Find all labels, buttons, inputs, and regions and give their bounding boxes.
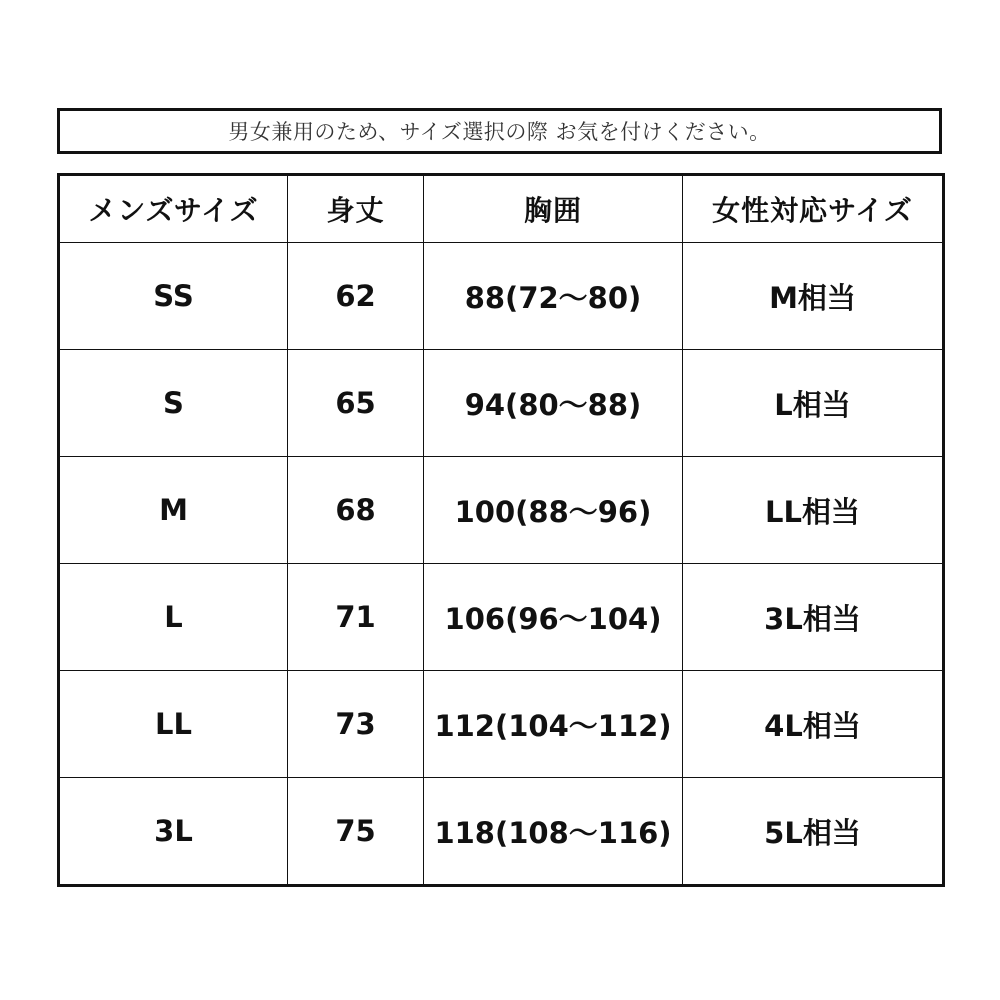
header-chest: 胸囲 (424, 175, 683, 243)
cell-mens-size: LL (59, 671, 288, 778)
cell-chest: 94(80〜88) (424, 350, 683, 457)
size-chart-table (57, 173, 945, 887)
table-row (59, 457, 944, 564)
cell-mens-size: 3L (59, 778, 288, 886)
cell-chest: 106(96〜104) (424, 564, 683, 671)
cell-body-length: 68 (288, 457, 424, 564)
table-header-row (59, 175, 944, 243)
table-row (59, 350, 944, 457)
cell-body-length: 71 (288, 564, 424, 671)
cell-chest: 118(108〜116) (424, 778, 683, 886)
cell-womens-size: 5L相当 (683, 778, 944, 886)
cell-mens-size: S (59, 350, 288, 457)
cell-chest: 112(104〜112) (424, 671, 683, 778)
cell-chest: 88(72〜80) (424, 243, 683, 350)
cell-womens-size: L相当 (683, 350, 944, 457)
header-mens-size: メンズサイズ (59, 175, 288, 243)
table-row (59, 243, 944, 350)
cell-womens-size: LL相当 (683, 457, 944, 564)
cell-womens-size: 3L相当 (683, 564, 944, 671)
cell-mens-size: L (59, 564, 288, 671)
cell-body-length: 65 (288, 350, 424, 457)
header-womens-size: 女性対応サイズ (683, 175, 944, 243)
table-row (59, 671, 944, 778)
cell-mens-size: M (59, 457, 288, 564)
cell-body-length: 73 (288, 671, 424, 778)
cell-body-length: 75 (288, 778, 424, 886)
size-notice: 男女兼用のため、サイズ選択の際 お気を付けください。 (57, 108, 942, 154)
cell-chest: 100(88〜96) (424, 457, 683, 564)
table-row (59, 778, 944, 886)
cell-body-length: 62 (288, 243, 424, 350)
cell-mens-size: SS (59, 243, 288, 350)
table-row (59, 564, 944, 671)
header-body-length: 身丈 (288, 175, 424, 243)
cell-womens-size: 4L相当 (683, 671, 944, 778)
cell-womens-size: M相当 (683, 243, 944, 350)
